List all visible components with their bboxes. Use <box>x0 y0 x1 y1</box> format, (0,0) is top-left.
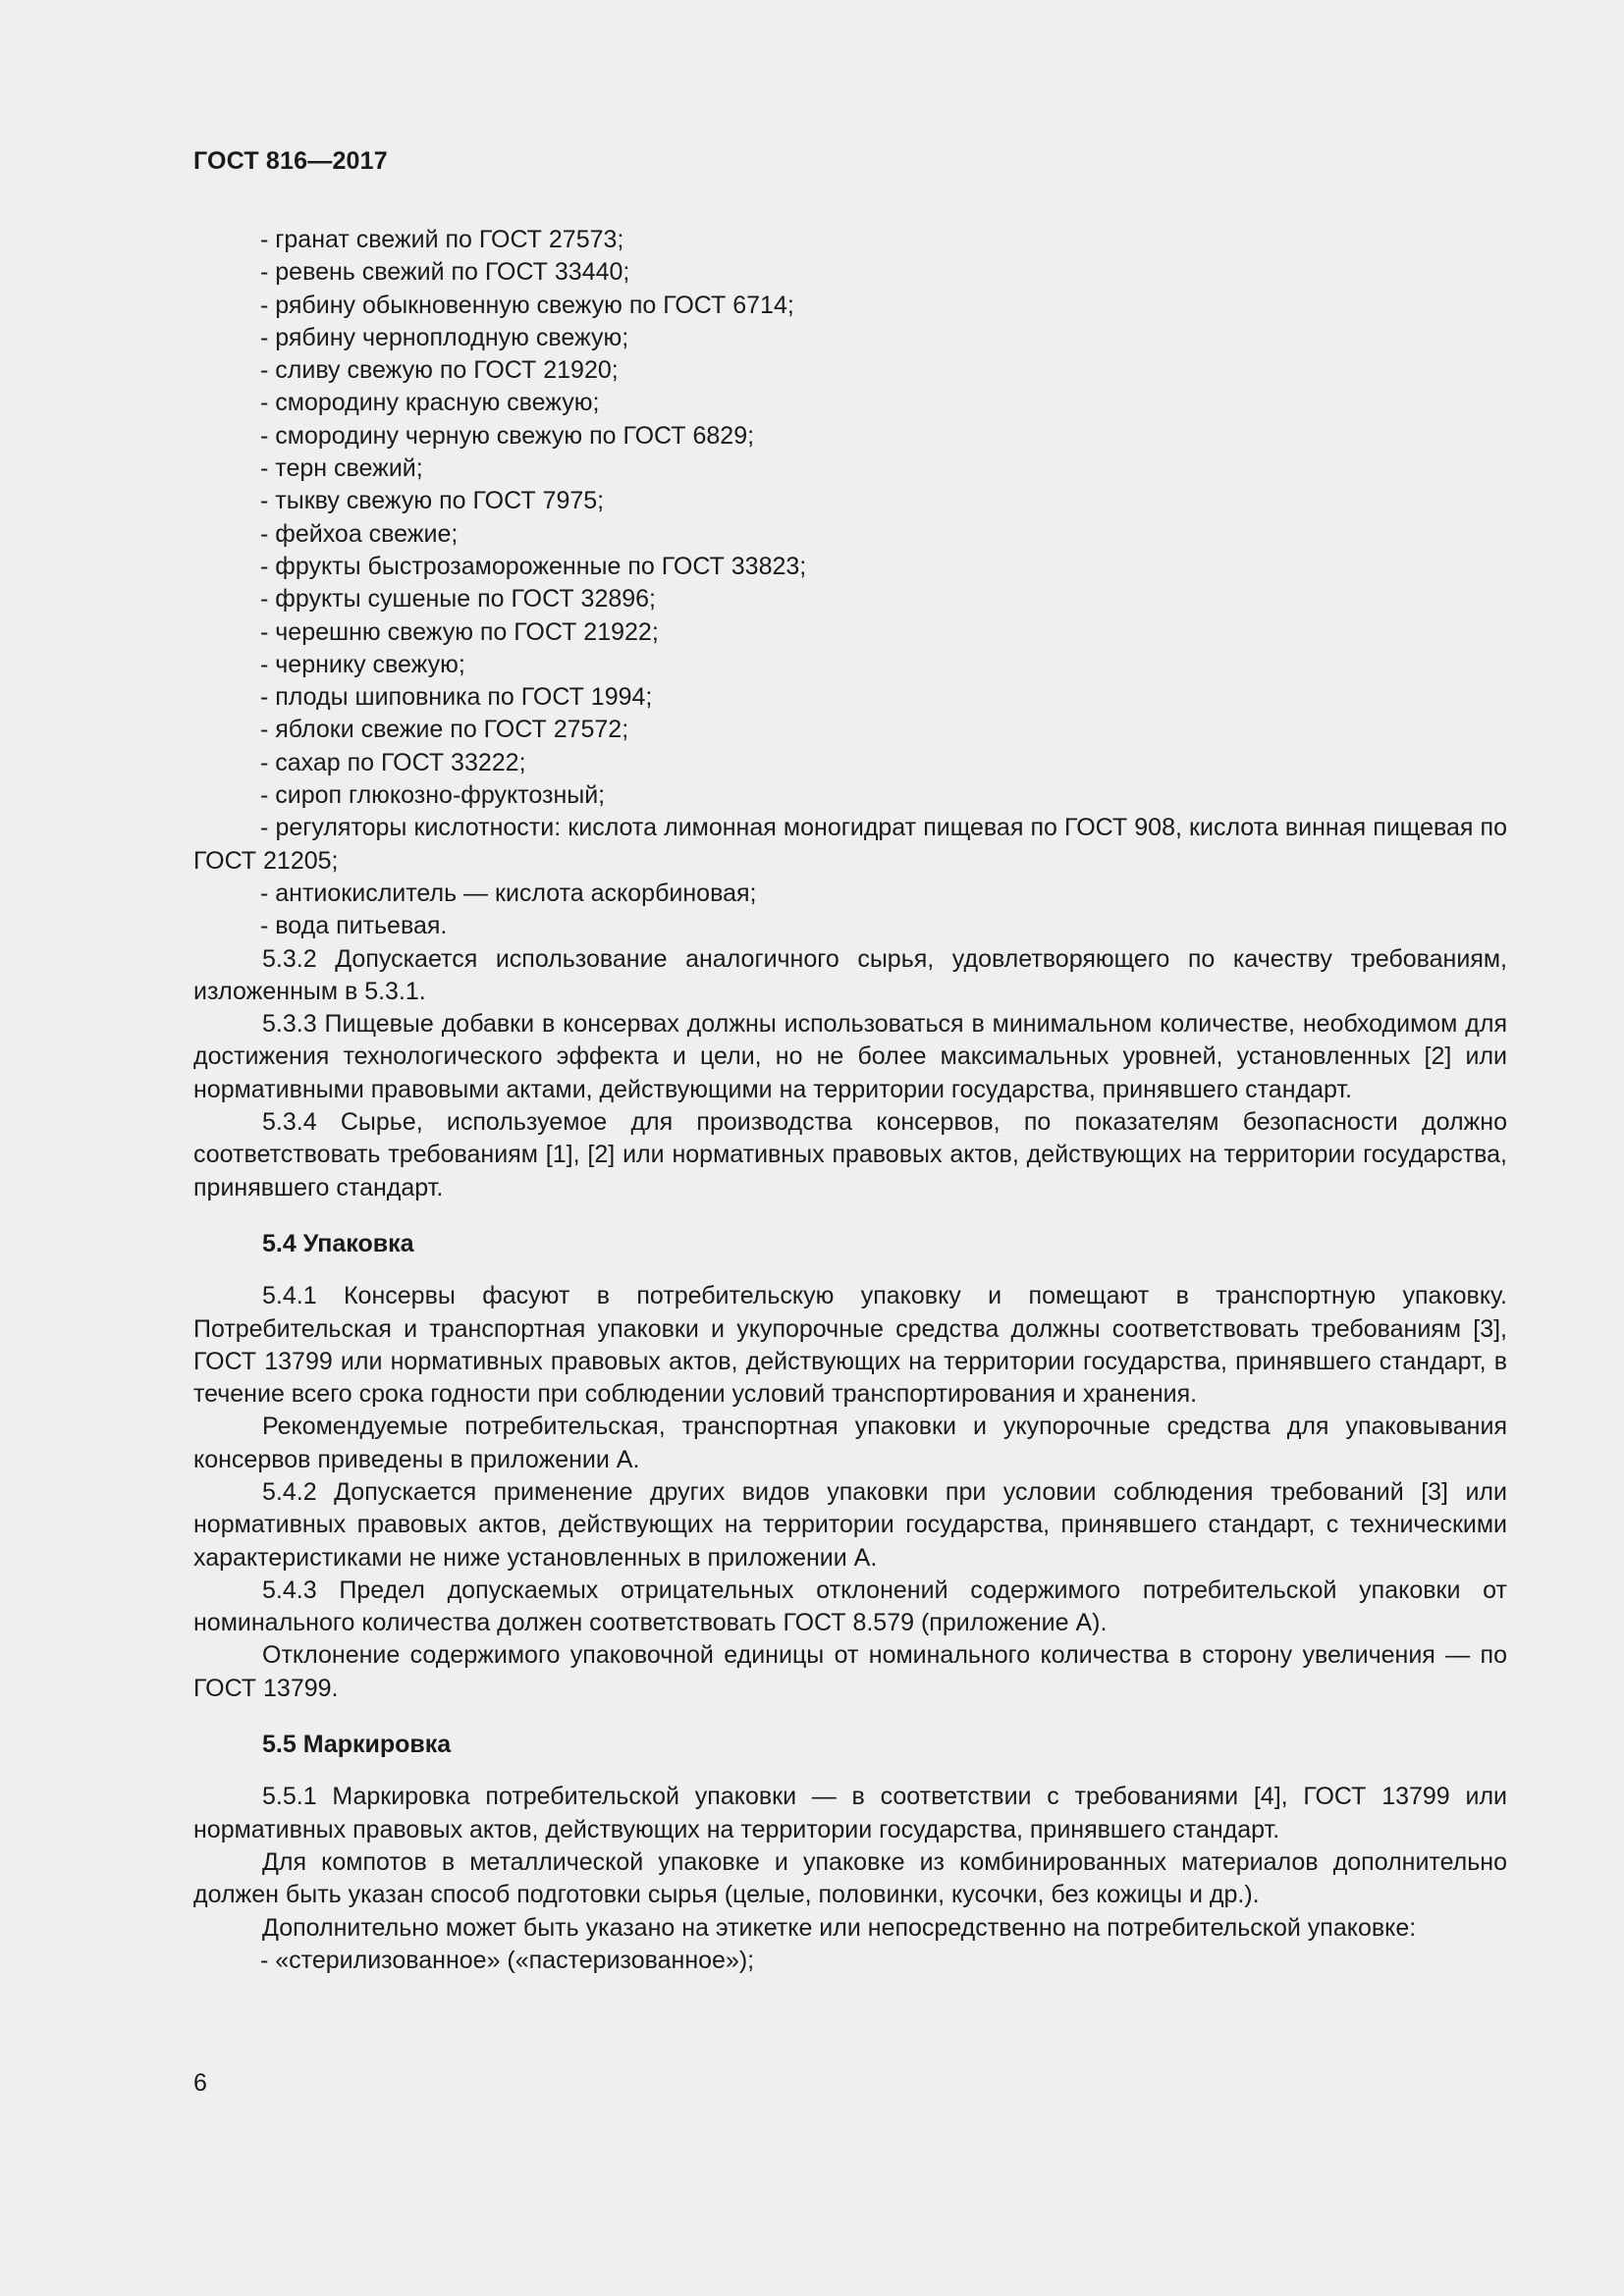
list-item: - тыкву свежую по ГОСТ 7975; <box>260 487 605 515</box>
page-number: 6 <box>193 2069 207 2097</box>
list-item: - фрукты сушеные по ГОСТ 32896; <box>260 585 657 614</box>
list-item: - сахар по ГОСТ 33222; <box>260 748 526 776</box>
list-item: - чернику свежую; <box>260 650 465 678</box>
list-item: - рябину обыкновенную свежую по ГОСТ 6714; <box>260 291 794 319</box>
paragraph-5-3-2: 5.3.2 Допускается использование аналогичного сырья, удовлетворяющего по качеству требованиям, изложенным в 5.3.1. <box>193 944 1507 1005</box>
paragraph-5-3-4: 5.3.4 Сырье, используемое для производства консервов, по показателям безопасности должно соответствовать требованиям [1], [2] или нормативных правовых актов, действующих на территории государства, принявшего стандарт. <box>193 1108 1507 1201</box>
list-item: - фрукты быстрозамороженные по ГОСТ 33823; <box>260 552 807 580</box>
section-heading-5-4: 5.4 Упаковка <box>262 1229 414 1257</box>
paragraph-deviation: Отклонение содержимого упаковочной единицы от номинального количества в сторону увеличения — по ГОСТ 13799. <box>193 1641 1507 1702</box>
document-header: ГОСТ 816—2017 <box>193 147 388 175</box>
list-item: - плоды шиповника по ГОСТ 1994; <box>260 683 653 712</box>
list-item: - смородину черную свежую по ГОСТ 6829; <box>260 421 755 450</box>
list-item: - фейхоа свежие; <box>260 519 459 548</box>
list-item-regulators: - регуляторы кислотности: кислота лимонная моногидрат пищевая по ГОСТ 908, кислота винная пищевая по ГОСТ 21205; <box>193 814 1507 875</box>
ingredient-list <box>193 224 1507 812</box>
list-item: - ревень свежий по ГОСТ 33440; <box>260 258 630 287</box>
paragraph-5-5-1: 5.5.1 Маркировка потребительской упаковки — в соответствии с требованиями [4], ГОСТ 13799 или нормативных правовых актов, действующих на территории государства, принявшего стандарт. <box>193 1783 1507 1843</box>
list-item: - смородину красную свежую; <box>260 389 600 417</box>
list-item: - терн свежий; <box>260 454 423 483</box>
document-body <box>193 224 1507 1977</box>
list-item: - сироп глюкозно-фруктозный; <box>260 781 606 810</box>
list-item: - яблоки свежие по ГОСТ 27572; <box>260 716 629 744</box>
paragraph-additional: Дополнительно может быть указано на этикетке или непосредственно на потребительской упаковке: <box>262 1913 1417 1942</box>
list-item: - рябину черноплодную свежую; <box>260 323 629 351</box>
list-item: - антиокислитель — кислота аскорбиновая; <box>260 879 757 907</box>
section-heading-5-5: 5.5 Маркировка <box>262 1731 452 1759</box>
list-item: - черешню свежую по ГОСТ 21922; <box>260 617 659 646</box>
paragraph-5-4-1: 5.4.1 Консервы фасуют в потребительскую упаковку и помещают в транспортную упаковку. Потребительская и транспортная упаковки и укупорочные средства должны соответствовать требованиям [3], ГОСТ 13799 или нормативных правовых актов, действующих на территории государства, принявшего стандарт, в течение всего срока годности при соблюдении условий транспортирования и хранения. <box>193 1282 1507 1409</box>
paragraph-5-4-2: 5.4.2 Допускается применение других видов упаковки при условии соблюдения требований [3] или нормативных правовых актов, действующих на территории государства, принявшего стандарт, с техническими характеристиками не ниже установленных в приложении А. <box>193 1477 1507 1572</box>
list-item: - «стерилизованное» («пастеризованное»); <box>260 1946 755 1974</box>
paragraph-compotes: Для компотов в металлической упаковке и упаковке из комбинированных материалов дополнительно должен быть указан способ подготовки сырья (целые, половинки, кусочки, без кожицы и др.). <box>193 1847 1507 1909</box>
paragraph-5-4-3: 5.4.3 Предел допускаемых отрицательных отклонений содержимого потребительской упаковки от номинального количества должен соответствовать ГОСТ 8.579 (приложение А). <box>193 1575 1507 1637</box>
list-item: - вода питьевая. <box>260 912 448 940</box>
paragraph-5-3-3: 5.3.3 Пищевые добавки в консервах должны использоваться в минимальном количестве, необходимом для достижения технологического эффекта и цели, но не более максимальных уровней, установленных [2] или нормативными правовыми актами, действующими на территории государства, принявшего стандарт. <box>193 1010 1507 1103</box>
list-item: - сливу свежую по ГОСТ 21920; <box>260 356 619 385</box>
list-item: - гранат свежий по ГОСТ 27573; <box>260 226 624 253</box>
paragraph-recommended: Рекомендуемые потребительская, транспортная упаковки и укупорочные средства для упаковывания консервов приведены в приложении А. <box>193 1413 1507 1473</box>
